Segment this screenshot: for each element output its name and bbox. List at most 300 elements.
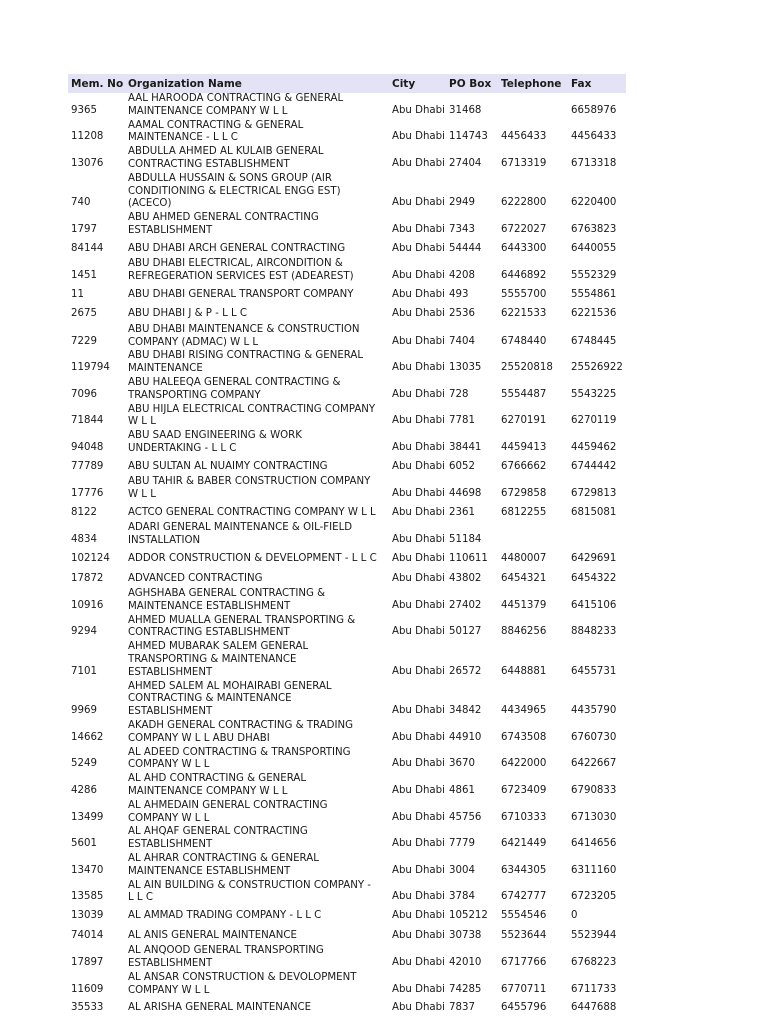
fax-cell: 6744442 (571, 460, 617, 472)
org-name-line: TRANSPORTING COMPANY (128, 389, 261, 401)
city-cell: Abu Dhabi (392, 1002, 445, 1014)
fax-cell: 6711733 (571, 983, 617, 995)
table-row (68, 93, 626, 120)
fax-cell: 6713030 (571, 811, 617, 823)
org-name-line: ABU DHABI ELECTRICAL, AIRCONDITION & (128, 258, 343, 270)
telephone-cell: 6448881 (501, 665, 547, 677)
mem-no-cell: 17897 (71, 956, 104, 968)
col-po-box: PO Box (449, 78, 492, 90)
table-row (68, 641, 626, 680)
telephone-cell: 4456433 (501, 131, 547, 143)
table-row (68, 377, 626, 404)
city-cell: Abu Dhabi (392, 891, 445, 903)
mem-no-cell: 8122 (71, 506, 97, 518)
telephone-cell: 6742777 (501, 891, 547, 903)
mem-no-cell: 77789 (71, 460, 104, 472)
org-name-cell (128, 522, 393, 548)
mem-no-cell: 2675 (71, 308, 97, 320)
po-box-cell: 110611 (449, 553, 488, 565)
org-name-cell (128, 308, 393, 321)
mem-no-cell: 10916 (71, 599, 104, 611)
po-box-cell: 7781 (449, 415, 475, 427)
org-name-cell (128, 507, 393, 520)
org-name-cell (128, 553, 393, 566)
telephone-cell: 6766662 (501, 460, 547, 472)
telephone-cell: 6770711 (501, 983, 547, 995)
org-name-line: CONTRACTING & MAINTENANCE (128, 693, 292, 705)
po-box-cell: 7343 (449, 223, 475, 235)
mem-no-cell: 13499 (71, 811, 104, 823)
org-name-line: COMPANY W L L (128, 759, 210, 771)
city-cell: Abu Dhabi (392, 599, 445, 611)
fax-cell: 6440055 (571, 242, 617, 254)
city-cell: Abu Dhabi (392, 197, 445, 209)
po-box-cell: 54444 (449, 242, 482, 254)
org-name-line: COMPANY W L L ABU DHABI (128, 732, 270, 744)
mem-no-cell: 14662 (71, 731, 104, 743)
fax-cell: 6422667 (571, 758, 617, 770)
po-box-cell: 51184 (449, 534, 482, 546)
table-row (68, 430, 626, 457)
po-box-cell: 50127 (449, 626, 482, 638)
telephone-cell: 4434965 (501, 705, 547, 717)
po-box-cell: 728 (449, 388, 469, 400)
city-cell: Abu Dhabi (392, 758, 445, 770)
mem-no-cell: 9294 (71, 626, 97, 638)
telephone-cell: 6222800 (501, 197, 547, 209)
mem-no-cell: 4834 (71, 534, 97, 546)
telephone-cell: 6713319 (501, 157, 547, 169)
org-name-cell (128, 93, 393, 119)
table-row (68, 747, 626, 774)
telephone-cell: 6446892 (501, 270, 547, 282)
org-name-cell (128, 588, 393, 614)
city-cell: Abu Dhabi (392, 572, 445, 584)
mem-no-cell: 119794 (71, 362, 110, 374)
po-box-cell: 105212 (449, 910, 488, 922)
po-box-cell: 45756 (449, 811, 482, 823)
org-name-line: COMPANY W L L (128, 984, 210, 996)
po-box-cell: 2361 (449, 506, 475, 518)
mem-no-cell: 5601 (71, 838, 97, 850)
org-name-line: W L L (128, 416, 156, 428)
mem-no-cell: 102124 (71, 553, 110, 565)
org-name-line: CONTRACTING ESTABLISHMENT (128, 158, 290, 170)
fax-cell: 6415106 (571, 599, 617, 611)
telephone-cell: 5523644 (501, 929, 547, 941)
fax-cell: 8848233 (571, 626, 617, 638)
org-name-cell (128, 800, 393, 826)
telephone-cell: 6221533 (501, 308, 547, 320)
org-name-cell (128, 720, 393, 746)
fax-cell: 6760730 (571, 731, 617, 743)
fax-cell: 6748445 (571, 335, 617, 347)
city-cell: Abu Dhabi (392, 626, 445, 638)
mem-no-cell: 11609 (71, 983, 104, 995)
org-name-line: REFREGERATION SERVICES EST (ADEAREST) (128, 271, 354, 283)
city-cell: Abu Dhabi (392, 784, 445, 796)
table-row (68, 120, 626, 147)
city-cell: Abu Dhabi (392, 242, 445, 254)
po-box-cell: 4861 (449, 784, 475, 796)
po-box-cell: 38441 (449, 442, 482, 454)
po-box-cell: 27404 (449, 157, 482, 169)
po-box-cell: 31468 (449, 104, 482, 116)
city-cell: Abu Dhabi (392, 335, 445, 347)
po-box-cell: 43802 (449, 572, 482, 584)
table-row (68, 522, 626, 549)
table-row (68, 476, 626, 503)
org-name-line: ABU DHABI ARCH GENERAL CONTRACTING (128, 242, 346, 254)
city-cell: Abu Dhabi (392, 864, 445, 876)
org-name-line: AL ARISHA GENERAL MAINTENANCE (128, 1002, 312, 1014)
org-name-line: AHMED MUBARAK SALEM GENERAL (128, 641, 309, 653)
org-name-line: AL AMMAD TRADING COMPANY - L L C (128, 910, 322, 922)
org-name-line: ABU HIJLA ELECTRICAL CONTRACTING COMPANY (128, 403, 376, 415)
fax-cell: 6221536 (571, 308, 617, 320)
telephone-cell: 4459413 (501, 442, 547, 454)
table-row (68, 615, 626, 642)
mem-no-cell: 1797 (71, 223, 97, 235)
table-row (68, 826, 626, 853)
telephone-cell: 6748440 (501, 335, 547, 347)
org-name-line: ESTABLISHMENT (128, 666, 213, 678)
fax-cell: 6658976 (571, 104, 617, 116)
table-row (68, 773, 626, 800)
telephone-cell: 4451379 (501, 599, 547, 611)
table-row (68, 212, 626, 239)
org-name-line: ESTABLISHMENT (128, 224, 213, 236)
mem-no-cell: 17872 (71, 572, 104, 584)
table-row (68, 972, 626, 999)
telephone-cell: 4480007 (501, 553, 547, 565)
city-cell: Abu Dhabi (392, 534, 445, 546)
table-row (68, 720, 626, 747)
table-row (68, 173, 626, 212)
city-cell: Abu Dhabi (392, 731, 445, 743)
org-name-line: MAINTENANCE COMPANY W L L (128, 785, 288, 797)
fax-cell: 25526922 (571, 362, 623, 374)
mem-no-cell: 13585 (71, 891, 104, 903)
table-row (68, 324, 626, 351)
telephone-cell: 6723409 (501, 784, 547, 796)
org-name-cell (128, 972, 393, 998)
org-name-cell (128, 120, 393, 146)
org-name-cell (128, 461, 393, 474)
po-box-cell: 4208 (449, 270, 475, 282)
table-body (68, 93, 626, 1018)
org-name-line: AHMED SALEM AL MOHAIRABI GENERAL (128, 680, 332, 692)
org-name-line: AL ANQOOD GENERAL TRANSPORTING (128, 945, 324, 957)
table-row (68, 350, 626, 377)
org-name-line: MAINTENANCE ESTABLISHMENT (128, 865, 291, 877)
org-name-cell (128, 377, 393, 403)
table-row (68, 945, 626, 972)
po-box-cell: 30738 (449, 929, 482, 941)
fax-cell: 6220400 (571, 197, 617, 209)
table-row (68, 239, 626, 259)
org-name-line: ABU DHABI GENERAL TRANSPORT COMPANY (128, 288, 354, 300)
fax-cell: 6768223 (571, 956, 617, 968)
org-name-cell (128, 146, 393, 172)
org-name-line: L L C (128, 892, 153, 904)
org-name-cell (128, 945, 393, 971)
org-name-line: TRANSPORTING & MAINTENANCE (128, 654, 297, 665)
table-row (68, 146, 626, 173)
po-box-cell: 3004 (449, 864, 475, 876)
org-name-cell (128, 573, 393, 586)
org-name-line: AHMED MUALLA GENERAL TRANSPORTING & (128, 614, 356, 626)
org-name-cell (128, 324, 393, 350)
po-box-cell: 13035 (449, 362, 482, 374)
org-name-line: AL AHRAR CONTRACTING & GENERAL (128, 852, 319, 864)
org-name-line: COMPANY (ADMAC) W L L (128, 336, 259, 348)
org-name-cell (128, 641, 393, 679)
member-directory-table (68, 74, 626, 1018)
org-name-cell (128, 404, 393, 430)
org-name-line: ADARI GENERAL MAINTENANCE & OIL-FIELD (128, 522, 353, 534)
mem-no-cell: 13039 (71, 910, 104, 922)
mem-no-cell: 4286 (71, 784, 97, 796)
po-box-cell: 7837 (449, 1002, 475, 1014)
org-name-line: ADVANCED CONTRACTING (128, 572, 263, 584)
org-name-cell (128, 747, 393, 773)
po-box-cell: 114743 (449, 131, 488, 143)
org-name-line: ABDULLA AHMED AL KULAIB GENERAL (128, 146, 324, 158)
col-fax: Fax (571, 78, 592, 90)
org-name-line: ABU DHABI RISING CONTRACTING & GENERAL (128, 350, 364, 362)
org-name-line: AAL HAROODA CONTRACTING & GENERAL (128, 93, 344, 104)
org-name-line: ABU SULTAN AL NUAIMY CONTRACTING (128, 460, 328, 472)
org-name-cell (128, 773, 393, 799)
org-name-line: ADDOR CONSTRUCTION & DEVELOPMENT - L L C (128, 553, 377, 565)
city-cell: Abu Dhabi (392, 956, 445, 968)
telephone-cell: 6422000 (501, 758, 547, 770)
telephone-cell: 5555700 (501, 288, 547, 300)
mem-no-cell: 1451 (71, 270, 97, 282)
org-name-line: AKADH GENERAL CONTRACTING & TRADING (128, 719, 354, 731)
fax-cell: 6815081 (571, 506, 617, 518)
mem-no-cell: 71844 (71, 415, 104, 427)
fax-cell: 6455731 (571, 665, 617, 677)
telephone-cell: 6729858 (501, 488, 547, 500)
telephone-cell: 6421449 (501, 838, 547, 850)
table-row (68, 304, 626, 324)
po-box-cell: 26572 (449, 665, 482, 677)
mem-no-cell: 94048 (71, 442, 104, 454)
table-row (68, 880, 626, 907)
fax-cell: 0 (571, 910, 578, 922)
org-name-line: ABU TAHIR & BABER CONSTRUCTION COMPANY (128, 476, 371, 488)
city-cell: Abu Dhabi (392, 288, 445, 300)
po-box-cell: 2949 (449, 197, 475, 209)
po-box-cell: 74285 (449, 983, 482, 995)
fax-cell: 6429691 (571, 553, 617, 565)
org-name-cell (128, 289, 393, 302)
table-row (68, 906, 626, 926)
table-row (68, 926, 626, 946)
fax-cell: 6447688 (571, 1002, 617, 1014)
org-name-line: ABU DHABI J & P - L L C (128, 308, 248, 320)
org-name-cell (128, 243, 393, 256)
table-header (68, 74, 626, 93)
city-cell: Abu Dhabi (392, 442, 445, 454)
po-box-cell: 3670 (449, 758, 475, 770)
fax-cell: 4435790 (571, 705, 617, 717)
org-name-line: AL AIN BUILDING & CONSTRUCTION COMPANY - (128, 879, 371, 891)
telephone-cell: 6344305 (501, 864, 547, 876)
mem-no-cell: 17776 (71, 488, 104, 500)
table-row (68, 258, 626, 285)
fax-cell: 5543225 (571, 388, 617, 400)
org-name-line: AL ANSAR CONSTRUCTION & DEVOLOPMENT (128, 971, 357, 983)
org-name-line: UNDERTAKING - L L C (128, 443, 237, 455)
org-name-line: MAINTENANCE COMPANY W L L (128, 105, 288, 117)
telephone-cell: 5554546 (501, 910, 547, 922)
org-name-line: INSTALLATION (128, 535, 201, 547)
fax-cell: 6729813 (571, 488, 617, 500)
org-name-line: ABDULLA HUSSAIN & SONS GROUP (AIR (128, 172, 332, 184)
org-name-line: W L L (128, 489, 156, 501)
org-name-line: CONTRACTING ESTABLISHMENT (128, 627, 290, 639)
col-city: City (392, 78, 416, 90)
table-row (68, 588, 626, 615)
telephone-cell: 25520818 (501, 362, 553, 374)
mem-no-cell: 7101 (71, 665, 97, 677)
org-name-line: ESTABLISHMENT (128, 706, 213, 718)
org-name-cell (128, 930, 393, 943)
org-name-cell (128, 910, 393, 923)
city-cell: Abu Dhabi (392, 665, 445, 677)
table-row (68, 549, 626, 569)
table-row (68, 457, 626, 477)
telephone-cell: 6812255 (501, 506, 547, 518)
city-cell: Abu Dhabi (392, 553, 445, 565)
table-row (68, 800, 626, 827)
fax-cell: 6414656 (571, 838, 617, 850)
city-cell: Abu Dhabi (392, 506, 445, 518)
po-box-cell: 44910 (449, 731, 482, 743)
telephone-cell: 6717766 (501, 956, 547, 968)
mem-no-cell: 740 (71, 197, 91, 209)
table-row (68, 569, 626, 589)
org-name-line: COMPANY W L L (128, 812, 210, 824)
org-name-line: MAINTENANCE ESTABLISHMENT (128, 600, 291, 612)
po-box-cell: 7779 (449, 838, 475, 850)
fax-cell: 6270119 (571, 415, 617, 427)
org-name-line: AL ADEED CONTRACTING & TRANSPORTING (128, 746, 351, 758)
telephone-cell: 6455796 (501, 1002, 547, 1014)
mem-no-cell: 9969 (71, 705, 97, 717)
telephone-cell: 6443300 (501, 242, 547, 254)
city-cell: Abu Dhabi (392, 388, 445, 400)
mem-no-cell: 35533 (71, 1002, 104, 1014)
org-name-cell (128, 615, 393, 641)
org-name-cell (128, 853, 393, 879)
po-box-cell: 44698 (449, 488, 482, 500)
col-org-name: Organization Name (128, 78, 242, 90)
fax-cell: 5554861 (571, 288, 617, 300)
fax-cell: 6763823 (571, 223, 617, 235)
org-name-cell (128, 430, 393, 456)
mem-no-cell: 7229 (71, 335, 97, 347)
city-cell: Abu Dhabi (392, 910, 445, 922)
city-cell: Abu Dhabi (392, 157, 445, 169)
org-name-line: ABU SAAD ENGINEERING & WORK (128, 430, 302, 442)
mem-no-cell: 13470 (71, 864, 104, 876)
fax-cell: 6311160 (571, 864, 617, 876)
table-row (68, 503, 626, 523)
mem-no-cell: 7096 (71, 388, 97, 400)
table-row (68, 853, 626, 880)
org-name-line: AAMAL CONTRACTING & GENERAL (128, 119, 304, 131)
org-name-cell (128, 476, 393, 502)
po-box-cell: 34842 (449, 705, 482, 717)
mem-no-cell: 74014 (71, 929, 104, 941)
org-name-line: ABU DHABI MAINTENANCE & CONSTRUCTION (128, 323, 360, 335)
org-name-cell (128, 1002, 393, 1015)
fax-cell: 6723205 (571, 891, 617, 903)
city-cell: Abu Dhabi (392, 460, 445, 472)
city-cell: Abu Dhabi (392, 705, 445, 717)
org-name-cell (128, 173, 393, 211)
city-cell: Abu Dhabi (392, 811, 445, 823)
po-box-cell: 42010 (449, 956, 482, 968)
org-name-cell (128, 880, 393, 906)
org-name-line: MAINTENANCE - L L C (128, 132, 238, 144)
city-cell: Abu Dhabi (392, 488, 445, 500)
telephone-cell: 6743508 (501, 731, 547, 743)
city-cell: Abu Dhabi (392, 131, 445, 143)
city-cell: Abu Dhabi (392, 929, 445, 941)
fax-cell: 4459462 (571, 442, 617, 454)
org-name-line: AL ANIS GENERAL MAINTENANCE (128, 929, 297, 941)
telephone-cell: 6710333 (501, 811, 547, 823)
org-name-cell (128, 350, 393, 376)
city-cell: Abu Dhabi (392, 270, 445, 282)
fax-cell: 6454322 (571, 572, 617, 584)
fax-cell: 6790833 (571, 784, 617, 796)
org-name-cell (128, 258, 393, 284)
org-name-cell (128, 212, 393, 238)
col-telephone: Telephone (501, 78, 562, 90)
po-box-cell: 7404 (449, 335, 475, 347)
telephone-cell: 6722027 (501, 223, 547, 235)
org-name-line: AL AHQAF GENERAL CONTRACTING (128, 826, 308, 838)
table-row (68, 681, 626, 720)
city-cell: Abu Dhabi (392, 308, 445, 320)
po-box-cell: 2536 (449, 308, 475, 320)
org-name-line: ACTCO GENERAL CONTRACTING COMPANY W L L (128, 506, 376, 518)
table-row (68, 285, 626, 305)
fax-cell: 6713318 (571, 157, 617, 169)
fax-cell: 5552329 (571, 270, 617, 282)
org-name-line: ESTABLISHMENT (128, 839, 213, 851)
po-box-cell: 493 (449, 288, 469, 300)
org-name-line: AL AHMEDAIN GENERAL CONTRACTING (128, 799, 328, 811)
city-cell: Abu Dhabi (392, 838, 445, 850)
org-name-line: CONDITIONING & ELECTRICAL ENGG EST) (128, 185, 341, 197)
org-name-line: AGHSHABA GENERAL CONTRACTING & (128, 588, 326, 600)
mem-no-cell: 5249 (71, 758, 97, 770)
org-name-line: ABU HALEEQA GENERAL CONTRACTING & (128, 377, 341, 389)
org-name-line: ESTABLISHMENT (128, 957, 213, 969)
org-name-line: (ACECO) (128, 198, 172, 210)
mem-no-cell: 13076 (71, 157, 104, 169)
city-cell: Abu Dhabi (392, 223, 445, 235)
col-mem-no: Mem. No (71, 78, 124, 90)
po-box-cell: 27402 (449, 599, 482, 611)
